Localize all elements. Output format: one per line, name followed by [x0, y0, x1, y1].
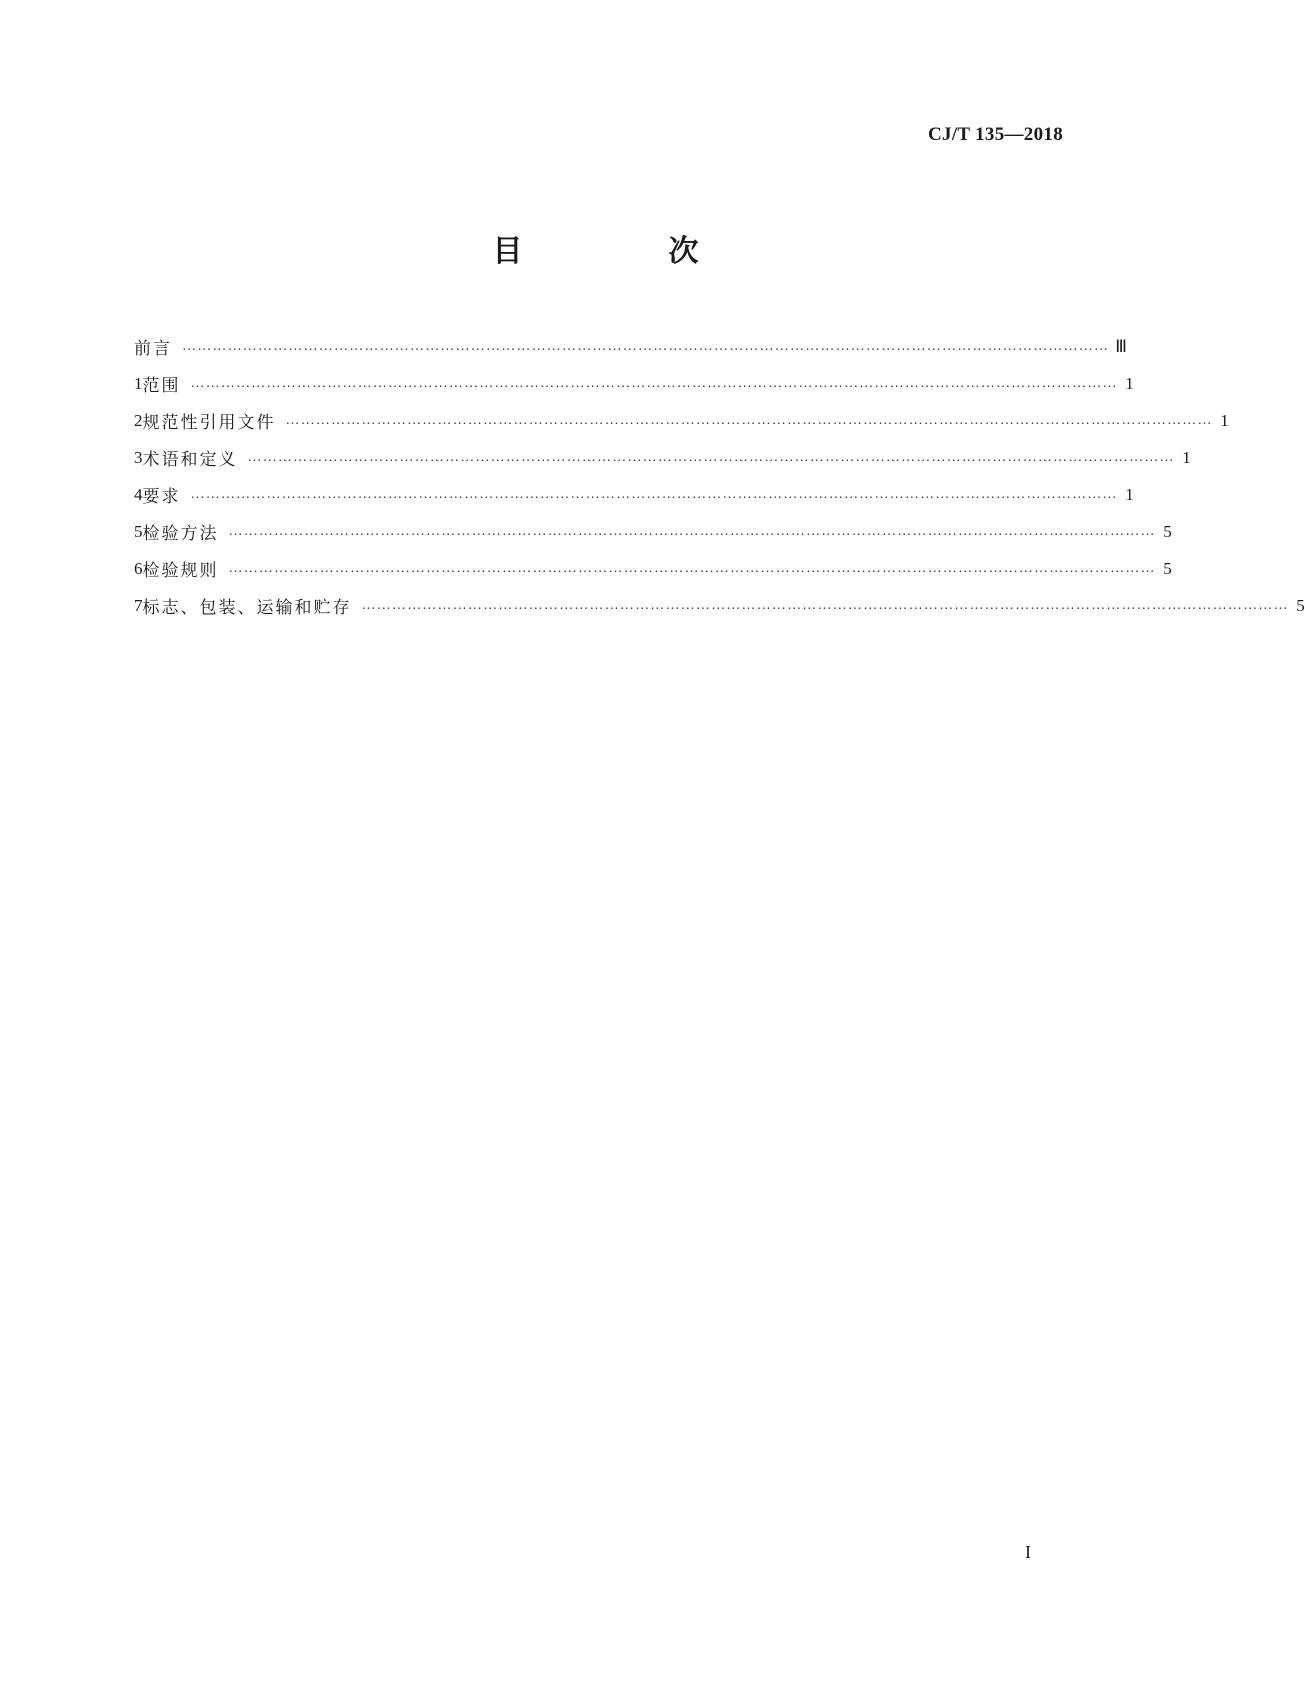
toc-entry-label: 术语和定义 — [142, 450, 238, 470]
toc-leader-dots: ………………………………………………………………………………………………………………………………………………………………… — [247, 449, 1175, 465]
toc-entry-page: Ⅲ — [1115, 336, 1127, 356]
toc-entry-normative-references[interactable] — [134, 402, 1229, 439]
page-number: I — [1025, 1542, 1031, 1562]
toc-entry-page: 5 — [1163, 558, 1172, 578]
toc-entry-page: 5 — [1163, 521, 1172, 541]
toc-entry-number: 2 — [134, 410, 143, 430]
toc-leader-dots: ………………………………………………………………………………………………………………………………………………………………… — [361, 597, 1289, 613]
toc-leader-dots: ………………………………………………………………………………………………………………………………………………………………… — [285, 412, 1213, 428]
toc-entry-page: 1 — [1220, 410, 1229, 430]
toc-entry-number: 5 — [134, 521, 143, 541]
toc-entry-page: 1 — [1125, 484, 1134, 504]
toc-entry-label: 范围 — [142, 376, 181, 396]
toc-leader-dots: ………………………………………………………………………………………………………………………………………………………………… — [228, 560, 1156, 576]
toc-entry-scope[interactable] — [134, 365, 1134, 402]
toc-entry-marking-packaging[interactable] — [134, 587, 1305, 624]
toc-entry-page: 1 — [1125, 373, 1134, 393]
toc-entry-label: 检验方法 — [142, 524, 219, 544]
toc-entry-inspection-rules[interactable] — [134, 550, 1172, 587]
toc-entry-number: 6 — [134, 558, 143, 578]
toc-leader-dots: ………………………………………………………………………………………………………………………………………………………………… — [190, 486, 1118, 502]
toc-leader-dots: ………………………………………………………………………………………………………………………………………………………………… — [190, 375, 1118, 391]
toc-entry-label: 检验规则 — [142, 561, 219, 581]
toc-entry-requirements[interactable] — [134, 476, 1134, 513]
table-of-contents — [134, 328, 1305, 624]
toc-entry-number: 1 — [134, 373, 143, 393]
toc-leader-dots: ………………………………………………………………………………………………………………………………………………………………… — [182, 338, 1110, 354]
toc-entry-test-methods[interactable] — [134, 513, 1172, 550]
toc-title: 目 次 — [492, 234, 757, 269]
toc-entry-number: 4 — [134, 484, 143, 504]
toc-entry-label: 标志、包装、运输和贮存 — [142, 598, 352, 618]
toc-entry-terms-definitions[interactable] — [134, 439, 1191, 476]
toc-entry-foreword[interactable] — [134, 328, 1127, 365]
standard-code: CJ/T 135—2018 — [928, 124, 1063, 145]
toc-entry-label: 规范性引用文件 — [142, 413, 276, 433]
toc-leader-dots: ………………………………………………………………………………………………………………………………………………………………… — [228, 523, 1156, 539]
toc-entry-number: 7 — [134, 595, 143, 615]
toc-entry-number: 3 — [134, 447, 143, 467]
toc-entry-label: 前言 — [134, 339, 172, 359]
toc-entry-page: 5 — [1296, 595, 1305, 615]
toc-entry-label: 要求 — [142, 487, 181, 507]
toc-entry-page: 1 — [1182, 447, 1191, 467]
